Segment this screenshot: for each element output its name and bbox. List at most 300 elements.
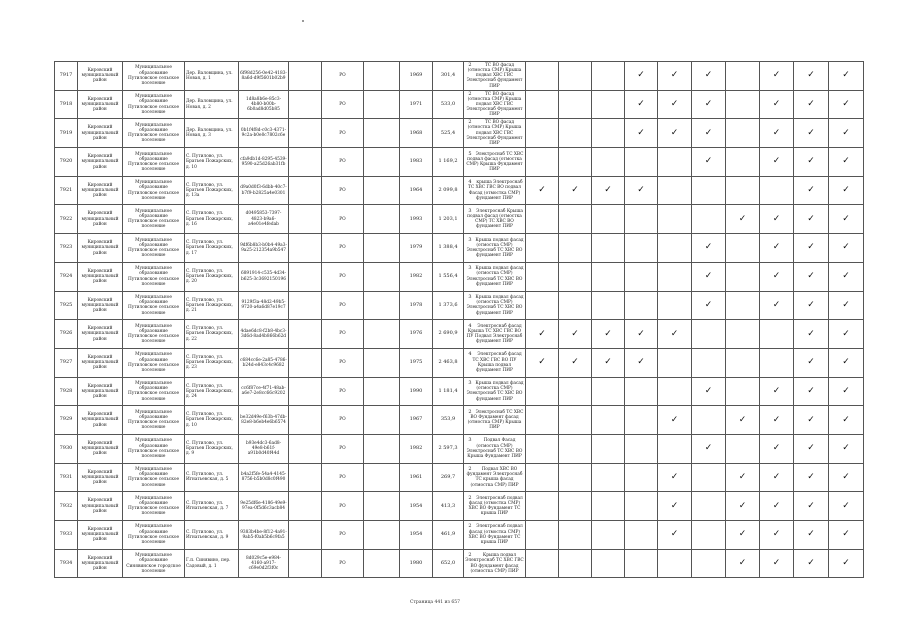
- checkmark-icon: ✓: [670, 471, 679, 482]
- check-cell: [526, 549, 559, 578]
- guid-cell: c684cc6e-2a85-4786-b24d-e843c4c9682: [239, 348, 289, 377]
- guid-cell: d0495853-7397-4823-b9a6-a4e01e4fedab: [239, 205, 289, 234]
- checkmark-icon: ✓: [807, 242, 815, 253]
- check-cell: [760, 148, 794, 177]
- area-cell: 2 463,8: [433, 348, 464, 377]
- checkmark-icon: ✓: [738, 500, 747, 511]
- check-cell: [829, 348, 864, 377]
- district-cell: Кировский муниципальный район: [78, 406, 123, 435]
- checkmark-icon: ✓: [538, 357, 546, 368]
- check-cell: [726, 434, 760, 463]
- checkmark-icon: ✓: [807, 529, 815, 540]
- check-cell: [726, 549, 760, 578]
- check-cell: [625, 406, 658, 435]
- year-cell: 1967: [400, 406, 433, 435]
- check-cell: [692, 348, 726, 377]
- empty-cell: [289, 492, 322, 521]
- empty-cell: [289, 90, 322, 119]
- year-cell: 1990: [400, 377, 433, 406]
- check-cell: [692, 492, 726, 521]
- floors-count: 4: [468, 179, 472, 186]
- ownership-form-cell: РО: [322, 90, 364, 119]
- floors-count: 5: [468, 150, 472, 157]
- check-cell: [592, 262, 625, 291]
- checkmark-icon: ✓: [637, 357, 645, 368]
- district-cell: Кировский муниципальный район: [78, 521, 123, 550]
- district-cell: Кировский муниципальный район: [78, 90, 123, 119]
- check-cell: [526, 492, 559, 521]
- check-cell: [526, 176, 559, 205]
- works-cell: [464, 320, 526, 349]
- check-cell: [559, 348, 592, 377]
- check-cell: [658, 549, 692, 578]
- empty-cell: [289, 348, 322, 377]
- row-number: 7929: [55, 406, 78, 435]
- municipality-cell: Муниципальное образование Путиловское сельское поселение: [123, 90, 185, 119]
- check-cell: [559, 406, 592, 435]
- check-cell: [692, 205, 726, 234]
- address-cell: С. Путилово, ул. Братьев Пожарских, д. 20: [185, 262, 239, 291]
- check-cell: [829, 434, 864, 463]
- district-cell: Кировский муниципальный район: [78, 62, 123, 91]
- ownership-form-cell: РО: [322, 406, 364, 435]
- works-cell: [464, 463, 526, 492]
- check-cell: [692, 148, 726, 177]
- checkmark-icon: ✓: [538, 328, 546, 339]
- table-row: [55, 549, 864, 578]
- area-cell: 2 099,8: [433, 176, 464, 205]
- checkmark-icon: ✓: [738, 558, 747, 569]
- row-number: 7918: [55, 90, 78, 119]
- empty-cell: [289, 176, 322, 205]
- checkmark-icon: ✓: [571, 185, 579, 196]
- check-cell: [526, 119, 559, 148]
- check-cell: [625, 148, 658, 177]
- check-cell: [726, 291, 760, 320]
- checkmark-icon: ✓: [704, 99, 713, 110]
- address-cell: С. Путилово, ул. Братьев Пожарских, д. 21: [185, 291, 239, 320]
- checkmark-icon: ✓: [670, 127, 679, 138]
- empty-cell: [364, 377, 400, 406]
- check-cell: [526, 434, 559, 463]
- check-cell: [658, 119, 692, 148]
- check-cell: [559, 148, 592, 177]
- area-cell: 525,4: [433, 119, 464, 148]
- district-cell: Кировский муниципальный район: [78, 148, 123, 177]
- checkmark-icon: ✓: [842, 299, 850, 310]
- check-cell: [658, 148, 692, 177]
- guid-cell: 8d029c5e-e984-4160-a917-c69e0d2f3f0c: [239, 549, 289, 578]
- works-list: Крыша подвал фасад (отмостка СМР) Электроснаб ТС ХВС ВО фундамент ПИР: [466, 266, 524, 287]
- ownership-form-cell: РО: [322, 492, 364, 521]
- guid-cell: 9df6b8b3-b0b4-49a3-9a25-212354a9b547: [239, 234, 289, 263]
- checkmark-icon: ✓: [807, 213, 815, 224]
- check-cell: [829, 262, 864, 291]
- check-cell: [559, 521, 592, 550]
- row-number: 7917: [55, 62, 78, 91]
- empty-cell: [364, 434, 400, 463]
- page-footer: Страница 441 из 657: [410, 600, 460, 605]
- address-cell: С. Путилово, ул. Братьев Пожарских, д. 9: [185, 434, 239, 463]
- area-cell: 269,7: [433, 463, 464, 492]
- check-cell: [692, 62, 726, 91]
- floors-count: 3: [468, 207, 472, 214]
- checkmark-icon: ✓: [571, 328, 579, 339]
- district-cell: Кировский муниципальный район: [78, 291, 123, 320]
- checkmark-icon: ✓: [772, 242, 781, 253]
- district-cell: Кировский муниципальный район: [78, 463, 123, 492]
- works-cell: [464, 549, 526, 578]
- check-cell: [526, 463, 559, 492]
- checkmark-icon: ✓: [842, 357, 850, 368]
- table-row: [55, 234, 864, 263]
- works-cell: [464, 234, 526, 263]
- check-cell: [658, 521, 692, 550]
- check-cell: [526, 348, 559, 377]
- district-cell: Кировский муниципальный район: [78, 549, 123, 578]
- check-cell: [658, 377, 692, 406]
- check-cell: [692, 320, 726, 349]
- district-cell: Кировский муниципальный район: [78, 377, 123, 406]
- check-cell: [592, 434, 625, 463]
- empty-cell: [364, 549, 400, 578]
- checkmark-icon: ✓: [604, 357, 612, 368]
- guid-cell: be32d49e-f63b-47db-82e8-b6eb4e6b6574: [239, 406, 289, 435]
- year-cell: 1982: [400, 434, 433, 463]
- checkmark-icon: ✓: [807, 385, 815, 396]
- check-cell: [794, 62, 829, 91]
- check-cell: [726, 320, 760, 349]
- floors-count: 4: [468, 351, 472, 358]
- check-cell: [592, 234, 625, 263]
- ownership-form-cell: РО: [322, 119, 364, 148]
- works-list: ТС ВО фасад (отмостка СМР) Крыша подвал ХВС ГВС Электроснаб Фундамент ПИР: [466, 120, 523, 147]
- district-cell: Кировский муниципальный район: [78, 492, 123, 521]
- checkmark-icon: ✓: [842, 414, 850, 425]
- check-cell: [829, 291, 864, 320]
- floors-count: 3: [468, 293, 472, 300]
- check-cell: [658, 348, 692, 377]
- check-cell: [794, 262, 829, 291]
- check-cell: [658, 320, 692, 349]
- checkmark-icon: ✓: [842, 385, 850, 396]
- works-list: Электроснаб фасад ТС ХВС ГВС ВО ПУ Крыша подвал фундамент ПИР: [472, 352, 522, 373]
- works-list: Электроснаб фасад Крыша ТС ХВС ГВС ВО ПУ Подвал Электроснаб фундамент ПИР: [466, 323, 523, 345]
- check-cell: [794, 148, 829, 177]
- check-cell: [760, 62, 794, 91]
- works-cell: [464, 90, 526, 119]
- checkmark-icon: ✓: [772, 529, 781, 540]
- year-cell: 1976: [400, 320, 433, 349]
- floors-count: 2: [468, 552, 472, 559]
- empty-cell: [289, 434, 322, 463]
- check-cell: [559, 549, 592, 578]
- check-cell: [726, 234, 760, 263]
- address-cell: Дер. Валовщина, ул. Новая, д. 3: [185, 119, 239, 148]
- ownership-form-cell: РО: [322, 521, 364, 550]
- check-cell: [559, 90, 592, 119]
- check-cell: [760, 406, 794, 435]
- municipality-cell: Муниципальное образование Путиловское сельское поселение: [123, 262, 185, 291]
- check-cell: [794, 320, 829, 349]
- empty-cell: [364, 119, 400, 148]
- check-cell: [592, 377, 625, 406]
- row-number: 7930: [55, 434, 78, 463]
- check-cell: [658, 176, 692, 205]
- check-cell: [692, 434, 726, 463]
- floors-count: 2: [468, 408, 472, 415]
- address-cell: С. Путилово, ул. Игнатьевская, д. 5: [185, 463, 239, 492]
- area-cell: 413,3: [433, 492, 464, 521]
- check-cell: [829, 320, 864, 349]
- check-cell: [559, 205, 592, 234]
- check-cell: [794, 463, 829, 492]
- municipality-cell: Муниципальное образование Путиловское сельское поселение: [123, 291, 185, 320]
- checkmark-icon: ✓: [538, 185, 546, 196]
- check-cell: [625, 377, 658, 406]
- empty-cell: [289, 521, 322, 550]
- check-cell: [760, 291, 794, 320]
- works-cell: [464, 176, 526, 205]
- check-cell: [726, 62, 760, 91]
- check-cell: [526, 262, 559, 291]
- checkmark-icon: ✓: [704, 156, 713, 167]
- empty-cell: [364, 320, 400, 349]
- check-cell: [829, 549, 864, 578]
- empty-cell: [289, 291, 322, 320]
- check-cell: [559, 291, 592, 320]
- table-row: [55, 119, 864, 148]
- address-cell: С. Путилово, ул. Братьев Пожарских, д. 13а: [185, 176, 239, 205]
- checkmark-icon: ✓: [670, 328, 679, 339]
- table-row: [55, 62, 864, 91]
- check-cell: [559, 434, 592, 463]
- table-row: [55, 176, 864, 205]
- area-cell: 1 181,4: [433, 377, 464, 406]
- district-cell: Кировский муниципальный район: [78, 205, 123, 234]
- check-cell: [658, 62, 692, 91]
- checkmark-icon: ✓: [807, 558, 815, 569]
- check-cell: [526, 62, 559, 91]
- guid-cell: 1d8a8b6e-85c3-4b80-b00b-6b0ad8d05b85: [239, 90, 289, 119]
- municipality-cell: Муниципальное образование Путиловское сельское поселение: [123, 377, 185, 406]
- check-cell: [760, 90, 794, 119]
- year-cell: 1980: [400, 549, 433, 578]
- check-cell: [592, 148, 625, 177]
- checkmark-icon: ✓: [842, 328, 850, 339]
- table-row: [55, 463, 864, 492]
- check-cell: [829, 463, 864, 492]
- address-cell: Дер. Валовщина, ул. Новая, д. 1: [185, 62, 239, 91]
- ownership-form-cell: РО: [322, 463, 364, 492]
- guid-cell: cc6f87ce-4f71-48ab-a6e7-2e8cc66c9202: [239, 377, 289, 406]
- works-list: Крыша подвал фасад (отмостка СМР) Электроснаб ТС ХВС ВО фундамент ПИР: [466, 294, 524, 316]
- area-cell: 461,9: [433, 521, 464, 550]
- check-cell: [526, 320, 559, 349]
- check-cell: [829, 62, 864, 91]
- works-list: крыша Электроснаб ТС ХВС ГВС ВО подвал Фасад (отмостка СМР) фундамент ПИР: [468, 180, 523, 201]
- table-row: [55, 492, 864, 521]
- check-cell: [658, 291, 692, 320]
- municipality-cell: Муниципальное образование Путиловское сельское поселение: [123, 176, 185, 205]
- check-cell: [658, 262, 692, 291]
- checkmark-icon: ✓: [842, 529, 850, 540]
- empty-cell: [364, 90, 400, 119]
- address-cell: С. Путилово, ул. Игнатьевская, д. 9: [185, 521, 239, 550]
- row-number: 7934: [55, 549, 78, 578]
- empty-cell: [364, 406, 400, 435]
- works-cell: [464, 348, 526, 377]
- guid-cell: 0b1f4f8d-c0c3-4371-9c2a-b0e0c7802c6e: [239, 119, 289, 148]
- check-cell: [726, 463, 760, 492]
- works-cell: [464, 377, 526, 406]
- area-cell: 301,4: [433, 62, 464, 91]
- checkmark-icon: ✓: [842, 271, 850, 282]
- checkmark-icon: ✓: [842, 156, 850, 167]
- works-list: ТС ВО фасад (отмостка СМР) Крыша подвал ХВС ГВС Электроснаб фундамент ПИР: [466, 62, 523, 89]
- year-cell: 1964: [400, 176, 433, 205]
- check-cell: [794, 119, 829, 148]
- year-cell: 1982: [400, 262, 433, 291]
- works-cell: [464, 492, 526, 521]
- works-cell: [464, 205, 526, 234]
- empty-cell: [364, 492, 400, 521]
- address-cell: Дер. Валовщина, ул. Новая, д. 2: [185, 90, 239, 119]
- ownership-form-cell: РО: [322, 234, 364, 263]
- empty-cell: [364, 62, 400, 91]
- ownership-form-cell: РО: [322, 262, 364, 291]
- table-row: [55, 348, 864, 377]
- check-cell: [625, 90, 658, 119]
- guid-cell: 4dae6dc8-f2b8-4bc3-3d6d-8ad4b866b62d: [239, 320, 289, 349]
- empty-cell: [289, 377, 322, 406]
- address-cell: С. Путилово, ул. Братьев Пожарских, д. 24: [185, 377, 239, 406]
- year-cell: 1975: [400, 348, 433, 377]
- empty-cell: [364, 463, 400, 492]
- check-cell: [760, 348, 794, 377]
- table-row: [55, 521, 864, 550]
- area-cell: 1 169,2: [433, 148, 464, 177]
- check-cell: [625, 291, 658, 320]
- checkmark-icon: ✓: [807, 271, 815, 282]
- check-cell: [726, 521, 760, 550]
- year-cell: 1968: [400, 119, 433, 148]
- check-cell: [592, 492, 625, 521]
- checkmark-icon: ✓: [807, 70, 815, 81]
- check-cell: [526, 148, 559, 177]
- check-cell: [829, 521, 864, 550]
- check-cell: [559, 377, 592, 406]
- checkmark-icon: ✓: [807, 357, 815, 368]
- area-cell: 353,9: [433, 406, 464, 435]
- works-cell: [464, 148, 526, 177]
- check-cell: [559, 234, 592, 263]
- checkmark-icon: ✓: [772, 299, 781, 310]
- checkmark-icon: ✓: [604, 328, 612, 339]
- works-list: Электроснаб подвал фасад (отмостка СМР) ХВС ВО Фундамент ТС крыша ПИР: [468, 524, 523, 546]
- checkmark-icon: ✓: [604, 185, 612, 196]
- check-cell: [692, 90, 726, 119]
- empty-cell: [289, 549, 322, 578]
- empty-cell: [289, 262, 322, 291]
- check-cell: [658, 234, 692, 263]
- floors-count: 2: [468, 90, 472, 97]
- table-row: [55, 262, 864, 291]
- empty-cell: [289, 234, 322, 263]
- check-cell: [794, 521, 829, 550]
- check-cell: [760, 119, 794, 148]
- district-cell: Кировский муниципальный район: [78, 234, 123, 263]
- check-cell: [592, 521, 625, 550]
- checkmark-icon: ✓: [704, 385, 713, 396]
- area-cell: 1 556,4: [433, 262, 464, 291]
- municipality-cell: Муниципальное образование Путиловское сельское поселение: [123, 62, 185, 91]
- ownership-form-cell: РО: [322, 320, 364, 349]
- check-cell: [760, 521, 794, 550]
- check-cell: [658, 90, 692, 119]
- check-cell: [658, 463, 692, 492]
- works-cell: [464, 406, 526, 435]
- guid-cell: 9383b4be-8f12-4a91-9ab5-f0ab5b6c9fa5: [239, 521, 289, 550]
- check-cell: [692, 521, 726, 550]
- checkmark-icon: ✓: [670, 529, 679, 540]
- works-cell: [464, 291, 526, 320]
- check-cell: [559, 176, 592, 205]
- floors-count: 2: [468, 523, 472, 530]
- table-row: [55, 205, 864, 234]
- check-cell: [592, 176, 625, 205]
- checkmark-icon: ✓: [842, 99, 850, 110]
- check-cell: [692, 549, 726, 578]
- district-cell: Кировский муниципальный район: [78, 119, 123, 148]
- empty-cell: [364, 148, 400, 177]
- table-row: [55, 320, 864, 349]
- municipality-cell: Муниципальное образование Путиловское сельское поселение: [123, 521, 185, 550]
- ownership-form-cell: РО: [322, 348, 364, 377]
- guid-cell: b4a2f5fe-54a4-4145-8756-b5b0d8c0f490: [239, 463, 289, 492]
- check-cell: [829, 234, 864, 263]
- checkmark-icon: ✓: [772, 99, 781, 110]
- row-number: 7931: [55, 463, 78, 492]
- checkmark-icon: ✓: [704, 70, 713, 81]
- check-cell: [794, 406, 829, 435]
- check-cell: [625, 320, 658, 349]
- checkmark-icon: ✓: [738, 471, 747, 482]
- check-cell: [726, 119, 760, 148]
- check-cell: [592, 406, 625, 435]
- check-cell: [658, 434, 692, 463]
- checkmark-icon: ✓: [842, 127, 850, 138]
- municipality-cell: Муниципальное образование Синявинское городское поселение: [123, 549, 185, 578]
- check-cell: [760, 434, 794, 463]
- check-cell: [726, 406, 760, 435]
- floors-count: 2: [468, 61, 472, 68]
- check-cell: [625, 62, 658, 91]
- municipality-cell: Муниципальное образование Путиловское сельское поселение: [123, 434, 185, 463]
- ownership-form-cell: РО: [322, 377, 364, 406]
- works-cell: [464, 62, 526, 91]
- check-cell: [526, 521, 559, 550]
- municipality-cell: Муниципальное образование Путиловское сельское поселение: [123, 148, 185, 177]
- empty-cell: [289, 320, 322, 349]
- check-cell: [592, 549, 625, 578]
- check-cell: [760, 377, 794, 406]
- check-cell: [559, 463, 592, 492]
- works-list: Крыша подвал фасад (отмостка СМР) Электроснаб ТС ХВС ВО фундамент ПИР: [466, 237, 524, 259]
- checkmark-icon: ✓: [807, 471, 815, 482]
- floors-count: 3: [468, 437, 472, 444]
- works-cell: [464, 262, 526, 291]
